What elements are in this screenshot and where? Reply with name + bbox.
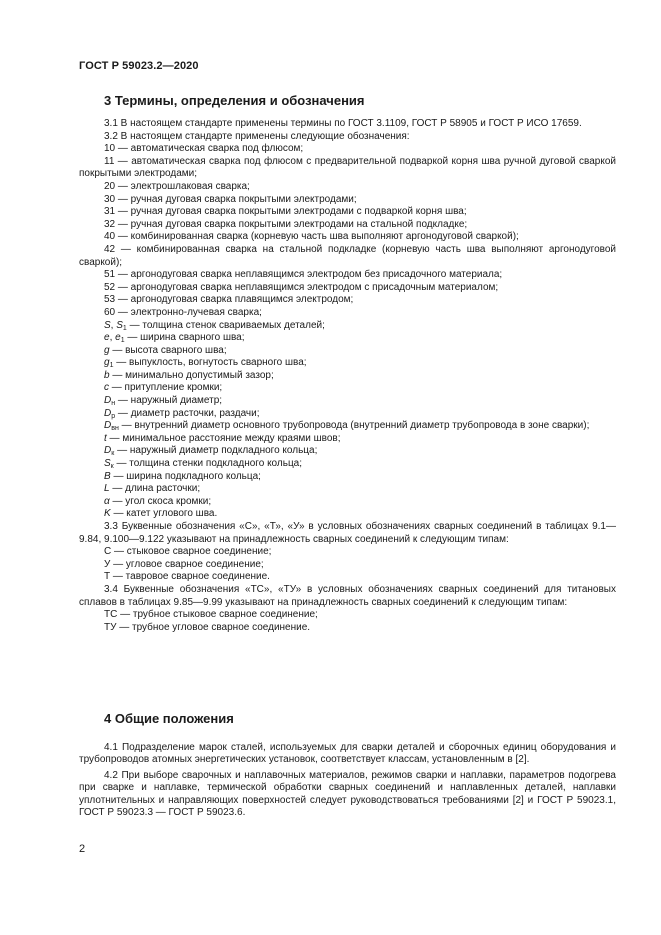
symbol-description: — ширина подкладного кольца;: [110, 470, 261, 482]
symbol: B: [104, 470, 111, 482]
symbol-subscript: р: [111, 412, 116, 420]
symbol: D: [104, 395, 112, 407]
symbol-subscript: к: [111, 450, 115, 458]
symbol-subscript: 1: [122, 324, 127, 332]
symbol-description: — длина расточки;: [109, 483, 201, 495]
paragraph: 51 — аргонодуговая сварка неплавящимся электродом без присадочного материала;: [104, 269, 503, 281]
symbol-definition: [79, 471, 616, 484]
paragraph: Т — тавровое сварное соединение.: [104, 571, 270, 583]
symbol: e: [104, 332, 110, 344]
paragraph: 11 — автоматическая сварка под флюсом с предварительной подваркой корня шва ручной дуговой сваркой покрытыми электродами;: [79, 155, 616, 180]
section-3-body: [79, 118, 616, 634]
symbol-description: — внутренний диаметр основного трубопровода (внутренний диаметр трубопровода в зоне сварки);: [118, 420, 590, 432]
paragraph: С — стыковое сварное соединение;: [104, 546, 272, 558]
paragraph: 42 — комбинированная сварка на стальной подкладке (корневую часть шва выполняют аргонодуговой сваркой);: [79, 243, 616, 268]
paragraph: 3.1 В настоящем стандарте применены термины по ГОСТ 3.1109, ГОСТ Р 58905 и ГОСТ Р ИСО 17659.: [104, 118, 582, 129]
symbol: D: [104, 445, 112, 457]
symbol-subscript: н: [111, 400, 116, 408]
symbol-subscript: к: [110, 463, 114, 471]
symbol: S: [116, 319, 123, 331]
symbol-description: — толщина стенок свариваемых деталей;: [126, 319, 325, 331]
paragraph: ТС — трубное стыковое сварное соединение;: [104, 609, 318, 621]
paragraph: 30 — ручная дуговая сварка покрытыми электродами;: [104, 193, 357, 205]
symbol-definition: [79, 357, 616, 370]
symbol-description: — высота сварного шва;: [109, 344, 227, 356]
paragraph: 10 — автоматическая сварка под флюсом;: [104, 143, 304, 155]
symbol: K: [104, 508, 111, 520]
paragraph: 53 — аргонодуговая сварка плавящимся электродом;: [104, 294, 354, 306]
symbol-definition: [79, 345, 616, 358]
symbol-definition: [79, 433, 616, 446]
paragraph: 31 — ручная дуговая сварка покрытыми электродами с подваркой корня шва;: [104, 206, 467, 218]
symbol-definition: [79, 458, 616, 471]
symbol-description: — минимально допустимый зазор;: [109, 369, 274, 381]
symbol-description: — катет углового шва.: [110, 508, 218, 520]
paragraph: ТУ — трубное угловое сварное соединение.: [104, 621, 311, 633]
paragraph: 3.2 В настоящем стандарте применены следующие обозначения:: [104, 130, 410, 142]
symbol-description: — угол скоса кромки;: [109, 495, 212, 507]
section-4-title: 4 Общие положения: [104, 711, 234, 726]
symbol-subscript: вн: [111, 425, 119, 433]
paragraph: 4.1 Подразделение марок сталей, используемых для сварки деталей и сборочных единиц оборудования и трубопроводов атомных энергетических установок, соответствует классам, установленным в [2].: [79, 742, 616, 766]
symbol-description: — диаметр расточки, раздачи;: [115, 407, 260, 419]
symbol-definition: [79, 382, 616, 395]
page-number: 2: [79, 843, 86, 855]
symbol-description: — ширина сварного шва;: [124, 332, 245, 344]
symbol-description: — притупление кромки;: [109, 382, 223, 394]
symbol: α: [104, 495, 110, 507]
symbol: L: [104, 483, 110, 495]
symbol-description: — толщина стенки подкладного кольца;: [113, 458, 303, 470]
symbol: S: [104, 319, 111, 331]
section-4-body: [79, 742, 616, 823]
symbol: S: [104, 458, 111, 470]
symbol-definition: [79, 483, 616, 496]
symbol-definition: [79, 408, 616, 421]
symbol: g: [104, 344, 110, 356]
paragraph: 20 — электрошлаковая сварка;: [104, 180, 250, 192]
paragraph: У — угловое сварное соединение;: [104, 558, 264, 570]
symbol-definition: [79, 508, 616, 521]
document-header: ГОСТ Р 59023.2—2020: [79, 60, 199, 72]
symbol-separator: ,: [110, 319, 117, 331]
paragraph: 32 — ручная дуговая сварка покрытыми электродами на стальной подкладке;: [104, 218, 468, 230]
symbol: D: [104, 420, 112, 432]
symbol-description: — наружный диаметр;: [115, 395, 223, 407]
symbol: e: [115, 332, 121, 344]
symbol: c: [104, 382, 109, 394]
symbol-definition: [79, 496, 616, 509]
section-3-title: 3 Термины, определения и обозначения: [104, 93, 365, 108]
symbol-subscript: 1: [109, 362, 114, 370]
symbol-definition: [79, 395, 616, 408]
paragraph: 60 — электронно-лучевая сварка;: [104, 306, 262, 318]
paragraph: 40 — комбинированная сварка (корневую часть шва выполняют аргонодуговой сваркой);: [104, 231, 519, 243]
symbol-description: — наружный диаметр подкладного кольца;: [114, 445, 318, 457]
symbol-definition: [79, 370, 616, 383]
paragraph: 4.2 При выборе сварочных и наплавочных материалов, режимов сварки и наплавки, параметров подогрева при сварке и наплавке, термической обработки сварных соединений и наплавленных деталей, наплавки уплотнительных и направляющих поверхностей следует руководствоваться требованиями [2] и ГОСТ Р 59023.1, ГОСТ Р 59023.3 — ГОСТ Р 59023.6.: [79, 770, 616, 818]
paragraph: 52 — аргонодуговая сварка неплавящимся электродом с присадочным материалом;: [104, 281, 499, 293]
symbol: g: [104, 357, 110, 369]
symbol-definition: [79, 445, 616, 458]
symbol-subscript: 1: [120, 337, 125, 345]
symbol-definition: [79, 332, 616, 345]
symbol: b: [104, 369, 110, 381]
paragraph: 3.4 Буквенные обозначения «ТС», «ТУ» в условных обозначениях сварных соединений для титановых сплавов в таблицах 9.85—9.99 указывают на принадлежность сварных соединений к следующим типам:: [79, 583, 616, 608]
symbol: D: [104, 407, 112, 419]
symbol-description: — выпуклость, вогнутость сварного шва;: [113, 357, 307, 369]
symbol-definition: [79, 320, 616, 333]
symbol: t: [104, 432, 107, 444]
symbol-definition: [79, 420, 616, 433]
symbol-separator: ,: [109, 332, 116, 344]
paragraph: 3.3 Буквенные обозначения «С», «Т», «У» в условных обозначениях сварных соединений в таблицах 9.1—9.84, 9.100—9.122 указывают на принадлежность сварных соединений к следующим типам:: [79, 521, 616, 545]
symbol-description: — минимальное расстояние между краями швов;: [106, 432, 341, 444]
